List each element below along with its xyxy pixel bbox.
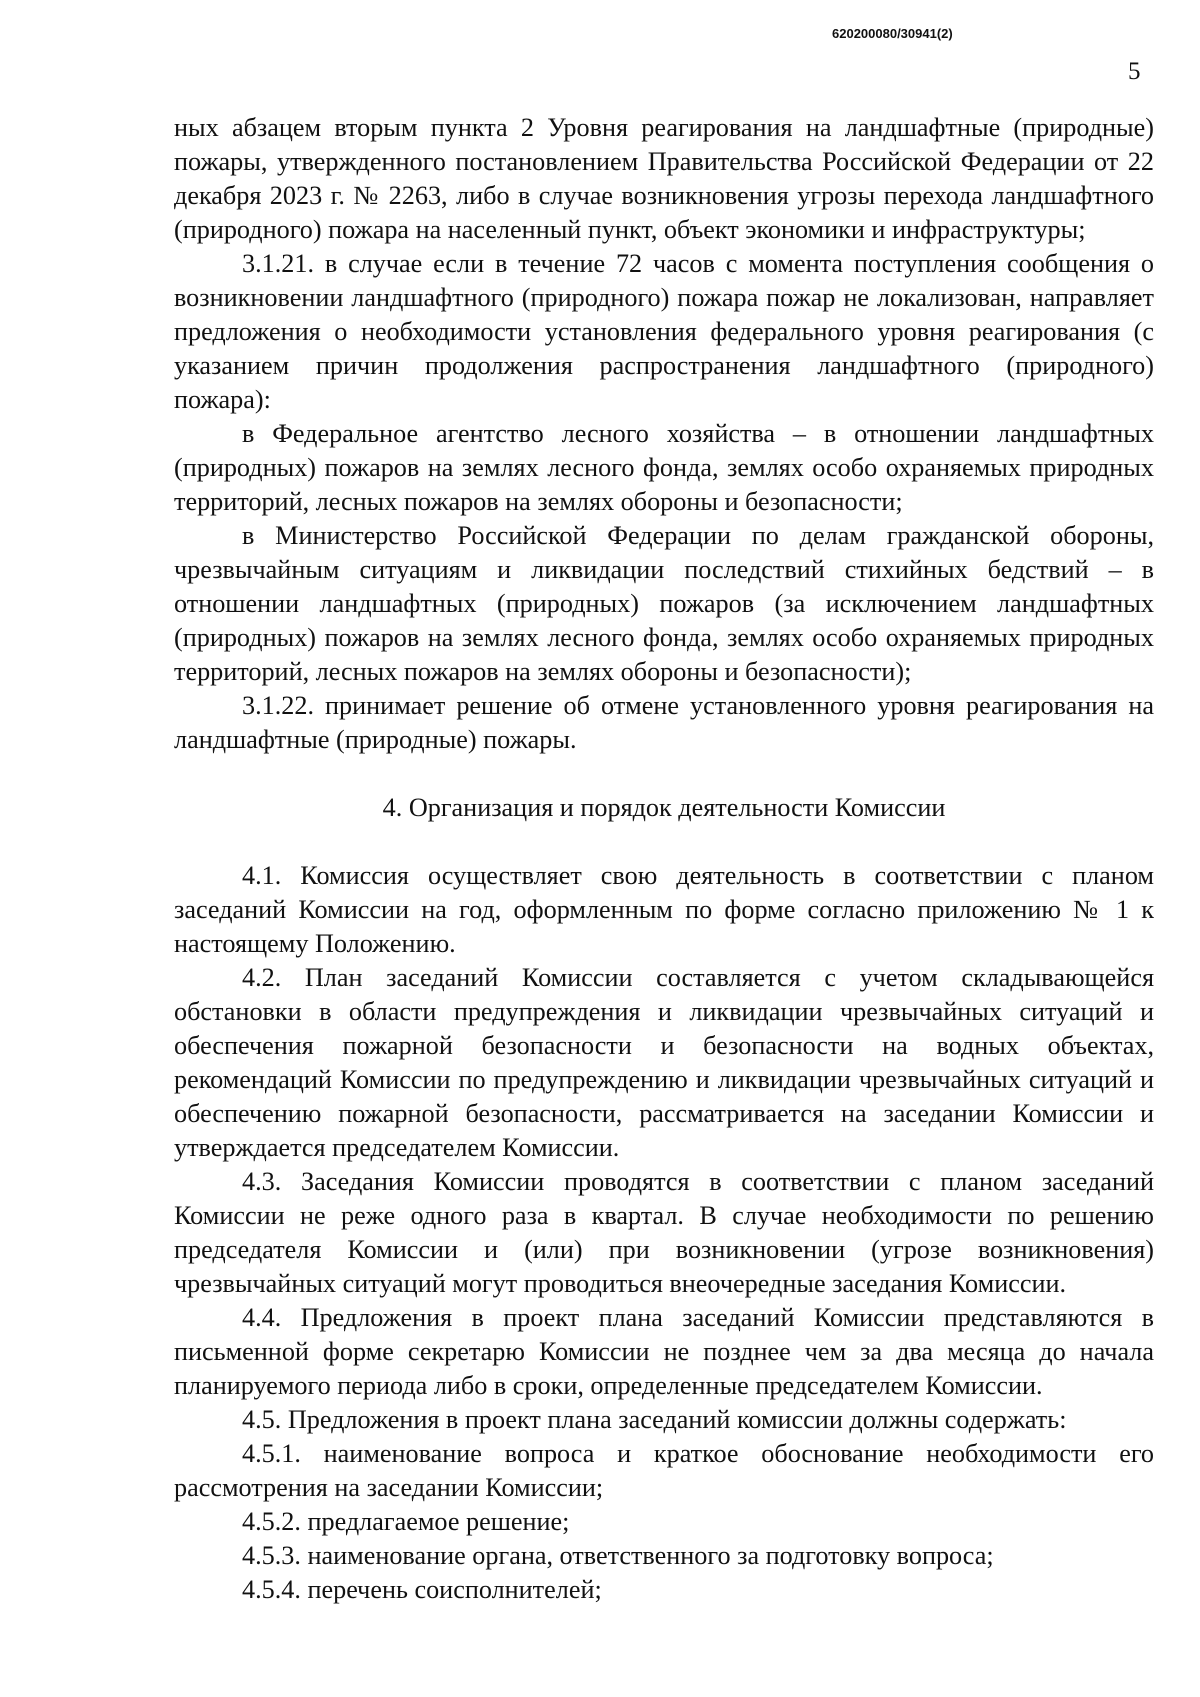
paragraph-rosleshoz: в Федеральное агентство лесного хозяйства – в отношении ландшафтных (природных) пожаров на землях лесного фонда, землях особо охраняемых природных территорий, лесных пожаров на землях обороны и безопасности; [174,419,1154,516]
paragraph-4-5-2: 4.5.2. предлагаемое решение; [242,1507,570,1536]
paragraph-3-1-21: 3.1.21. в случае если в течение 72 часов с момента поступления сообщения о возникновении ландшафтного (природного) пожара пожар не локализован, направляет предложения о необходимости установления федерального уровня реагирования (с указанием причин продолжения распространения ландшафтного (природного) пожара): [174,249,1154,414]
paragraph-4-3: 4.3. Заседания Комиссии проводятся в соответствии с планом заседаний Комиссии не реже одного раза в квартал. В случае необходимости по решению председателя Комиссии и (или) при возникновении (угрозе возникновения) чрезвычайных ситуаций могут проводиться внеочередные заседания Комиссии. [174,1167,1154,1298]
section-title: 4. Организация и порядок деятельности Комиссии [382,793,946,822]
paragraph-3-1-22: 3.1.22. принимает решение об отмене установленного уровня реагирования на ландшафтные (природные) пожары. [174,691,1154,754]
paragraph-continuation: ных абзацем вторым пункта 2 Уровня реагирования на ландшафтные (природные) пожары, утвержденного постановлением Правительства Российской Федерации от 22 декабря 2023 г. № 2263, либо в случае возникновения угрозы перехода ландшафтного (природного) пожара на населенный пункт, объект экономики и инфраструктуры; [174,113,1154,244]
document-registration-number: 620200080/30941(2) [832,26,953,41]
document-body [174,111,1154,1607]
paragraph-4-1: 4.1. Комиссия осуществляет свою деятельность в соответствии с планом заседаний Комиссии на год, оформленным по форме согласно приложению № 1 к настоящему Положению. [174,861,1154,958]
paragraph-mchs: в Министерство Российской Федерации по делам гражданской обороны, чрезвычайным ситуациям и ликвидации последствий стихийных бедствий – в отношении ландшафтных (природных) пожаров (за исключением ландшафтных (природных) пожаров на землях лесного фонда, землях особо охраняемых природных территорий, лесных пожаров на землях обороны и безопасности); [174,521,1154,686]
paragraph-4-5: 4.5. Предложения в проект плана заседаний комиссии должны содержать: [242,1405,1067,1434]
page-number: 5 [1128,58,1141,85]
paragraph-4-5-4: 4.5.4. перечень соисполнителей; [242,1575,602,1604]
paragraph-4-5-3: 4.5.3. наименование органа, ответственного за подготовку вопроса; [242,1541,994,1570]
paragraph-4-5-1: 4.5.1. наименование вопроса и краткое обоснование необходимости его рассмотрения на заседании Комиссии; [174,1439,1154,1502]
paragraph-4-4: 4.4. Предложения в проект плана заседаний Комиссии представляются в письменной форме секретарю Комиссии не позднее чем за два месяца до начала планируемого периода либо в сроки, определенные председателем Комиссии. [174,1303,1154,1400]
paragraph-4-2: 4.2. План заседаний Комиссии составляется с учетом складывающейся обстановки в области предупреждения и ликвидации чрезвычайных ситуаций и обеспечения пожарной безопасности и безопасности на водных объектах, рекомендаций Комиссии по предупреждению и ликвидации чрезвычайных ситуаций и обеспечению пожарной безопасности, рассматривается на заседании Комиссии и утверждается председателем Комиссии. [174,963,1154,1162]
